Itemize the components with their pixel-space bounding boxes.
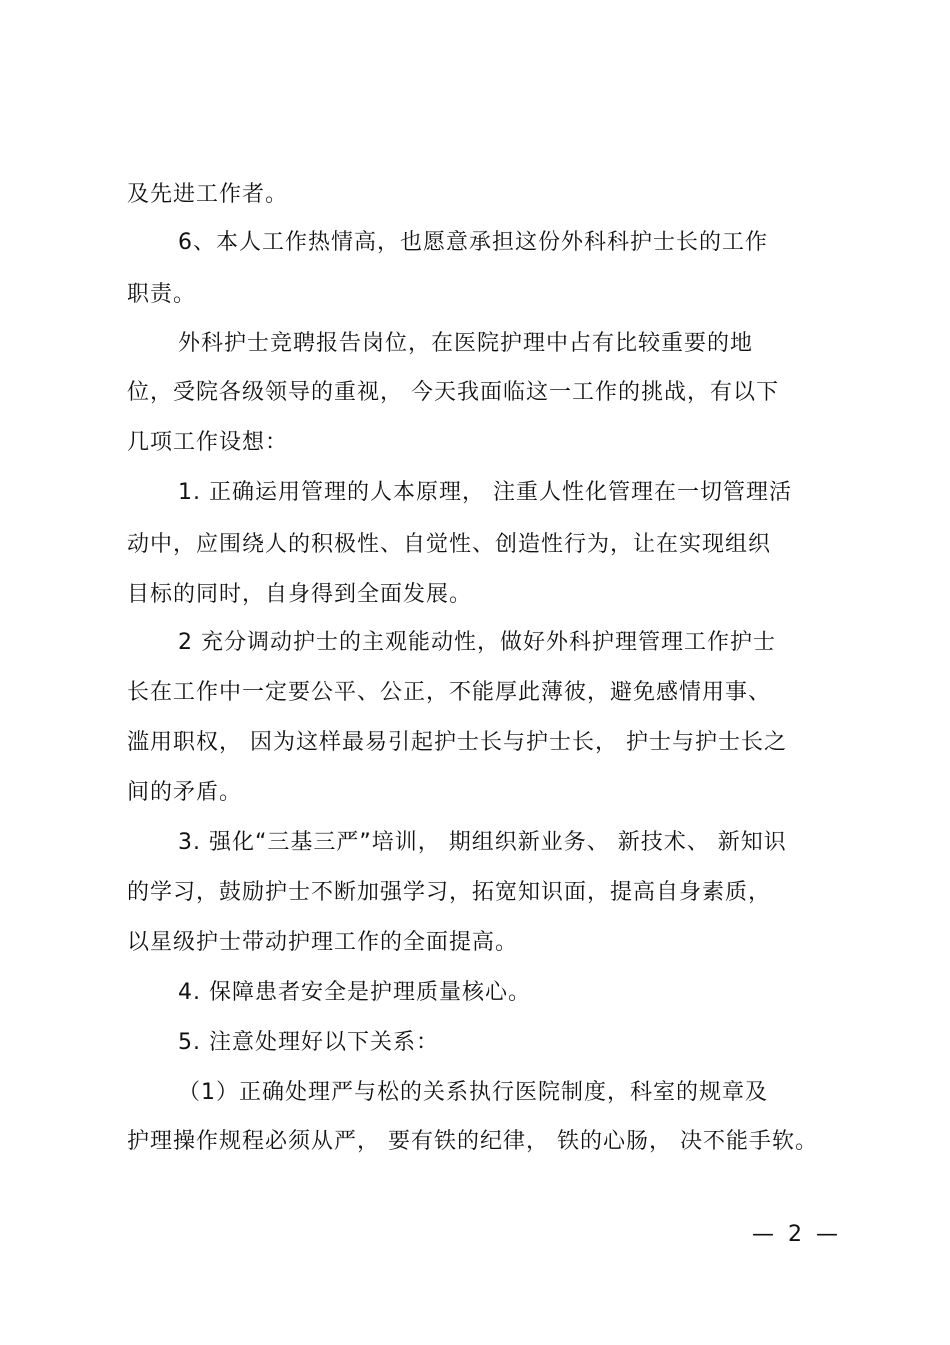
text-line: 以星级护士带动护理工作的全面提高。 xyxy=(127,930,519,955)
text-line: 滥用职权， 因为这样最易引起护士长与护士长， 护士与护士长之 xyxy=(127,730,787,755)
text-line: 位，受院各级领导的重视， 今天我面临这一工作的挑战，有以下 xyxy=(127,380,779,405)
page-number: — 2 — xyxy=(752,1222,838,1247)
text-line: （1）正确处理严与松的关系执行医院制度，科室的规章及 xyxy=(178,1080,768,1105)
text-line: 动中，应围绕人的积极性、自觉性、创造性行为，让在实现组织 xyxy=(127,532,772,557)
text-line: 3. 强化“三基三严”培训， 期组织新业务、 新技术、 新知识 xyxy=(178,830,787,855)
text-line: 4. 保障患者安全是护理质量核心。 xyxy=(178,980,531,1005)
text-line: 职责。 xyxy=(127,282,197,307)
text-line: 几项工作设想： xyxy=(127,430,289,455)
text-line: 6、本人工作热情高，也愿意承担这份外科科护士长的工作 xyxy=(178,230,768,255)
text-line: 1. 正确运用管理的人本原理， 注重人性化管理在一切管理活 xyxy=(178,480,792,505)
text-line: 目标的同时，自身得到全面发展。 xyxy=(127,582,473,607)
text-line: 及先进工作者。 xyxy=(127,182,289,207)
text-line: 间的矛盾。 xyxy=(127,780,243,805)
text-line: 的学习，鼓励护士不断加强学习，拓宽知识面，提高自身素质， xyxy=(127,880,772,905)
text-line: 5. 注意处理好以下关系： xyxy=(178,1030,439,1055)
text-line: 护理操作规程必须从严， 要有铁的纪律， 铁的心肠， 决不能手软。 xyxy=(127,1129,818,1154)
text-line: 外科护士竞聘报告岗位，在医院护理中占有比较重要的地 xyxy=(178,331,754,356)
text-line: 长在工作中一定要公平、公正，不能厚此薄彼，避免感情用事、 xyxy=(127,680,772,705)
text-line: 2 充分调动护士的主观能动性，做好外科护理管理工作护士 xyxy=(178,630,776,655)
